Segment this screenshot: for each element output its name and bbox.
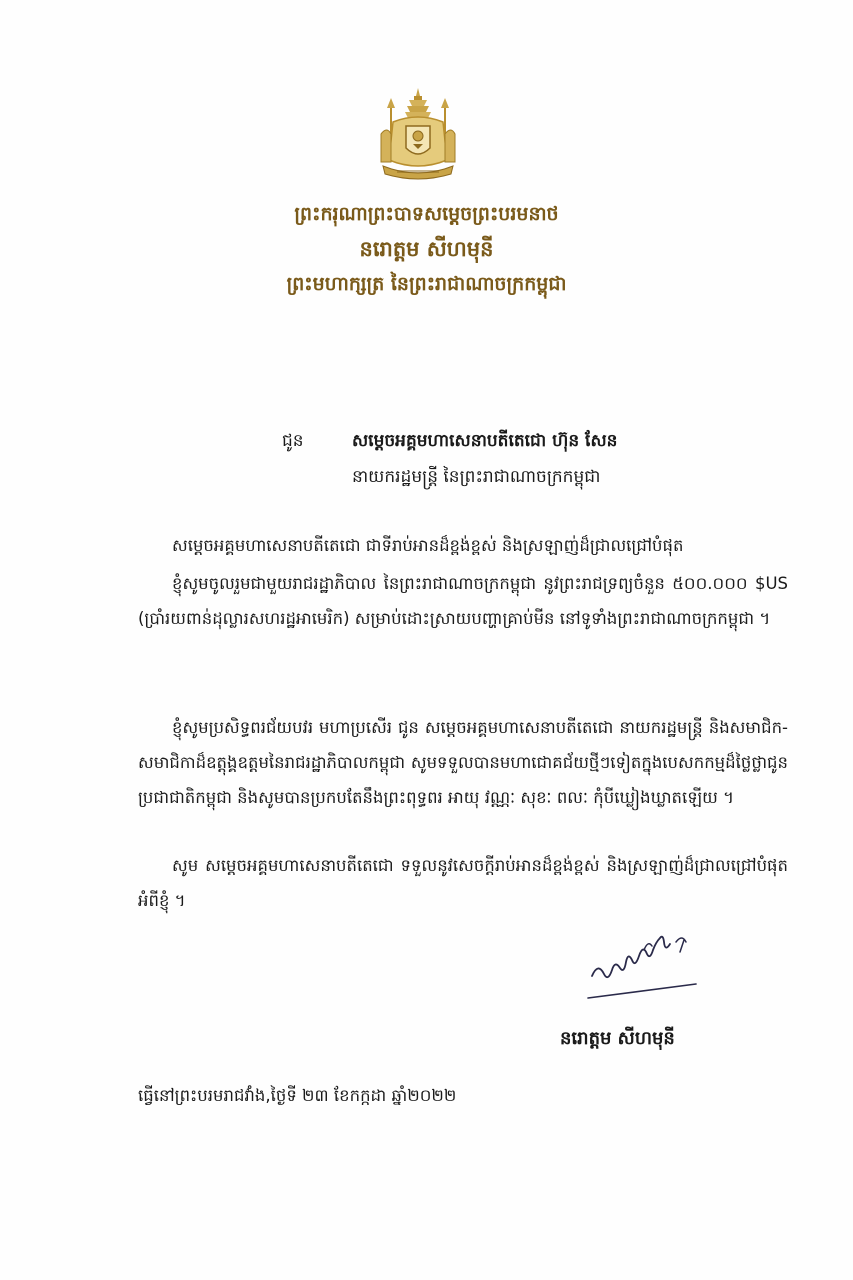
blessing-paragraph: ខ្ញុំសូមប្រសិទ្ធពរជ័យបវរ មហាប្រសើរ ជូន សម្តេចអគ្គមហាសេនាបតីតេជោ នាយករដ្ឋមន្ត្រី និងសមាជិក-សមាជិកាដ៏ឧត្តុង្គឧត្តមនៃរាជរដ្ឋាភិបាលកម្ពុជា សូមទទួលបានមហាជោគជ័យថ្មីៗទៀតក្នុងបេសកកម្មដ៏ថ្លៃថ្លាជូនប្រជាជាតិកម្ពុជា និងសូមបានប្រកបតែនឹងព្រះពុទ្ធពរ អាយុ វណ្ណៈ សុខៈ ពលៈ កុំបីឃ្លៀងឃ្លាតឡើយ ។ xyxy=(138,718,788,807)
sender-royal-title: ព្រះករុណាព្រះបាទសម្តេចព្រះបរមនាថ xyxy=(294,203,559,225)
sender-name: នរោត្តម សីហមុនី xyxy=(359,236,494,261)
recipient-label: ជូន xyxy=(282,431,304,451)
royal-arms-emblem-icon xyxy=(373,86,463,182)
closing-paragraph: សូម សម្តេចអគ្គមហាសេនាបតីតេជោ ទទួលនូវសេចក្តីរាប់អានដ៏ខ្ពង់ខ្ពស់ និងស្រឡាញ់ដ៏ជ្រាលជ្រៅបំផុត អំពីខ្ញុំ ។ xyxy=(138,856,788,910)
recipient-title: នាយករដ្ឋមន្ត្រី នៃព្រះរាជាណាចក្រកម្ពុជា xyxy=(352,467,601,487)
recipient-name: សម្តេចអគ្គមហាសេនាបតីតេជោ ហ៊ុន សែន xyxy=(352,431,618,451)
donation-paragraph: ខ្ញុំសូមចូលរួមជាមួយរាជរដ្ឋាភិបាល នៃព្រះរាជាណាចក្រកម្ពុជា នូវព្រះរាជទ្រព្យចំនួន ៥០០.០០០ $US (ប្រាំរយពាន់ដុល្លារសហរដ្ឋអាមេរិក) សម្រាប់ដោះស្រាយបញ្ហាគ្រាប់មីន នៅទូទាំងព្រះរាជាណាចក្រកម្ពុជា ។ xyxy=(138,574,788,628)
signer-name: នរោត្តម សីហមុនី xyxy=(560,1028,675,1049)
salutation-paragraph: សម្តេចអគ្គមហាសេនាបតីតេជោ ជាទីរាប់អានដ៏ខ្ពង់ខ្ពស់ និងស្រឡាញ់ដ៏ជ្រាលជ្រៅបំផុត xyxy=(172,536,684,555)
place-and-date: ធ្វើនៅព្រះបរមរាជវាំង,ថ្ងៃទី ២៣ ខែកក្កដា ឆ្នាំ២០២២ xyxy=(138,1086,457,1105)
sender-office: ព្រះមហាក្សត្រ នៃព្រះរាជាណាចក្រកម្ពុជា xyxy=(286,273,567,295)
handwritten-signature xyxy=(584,928,702,1008)
